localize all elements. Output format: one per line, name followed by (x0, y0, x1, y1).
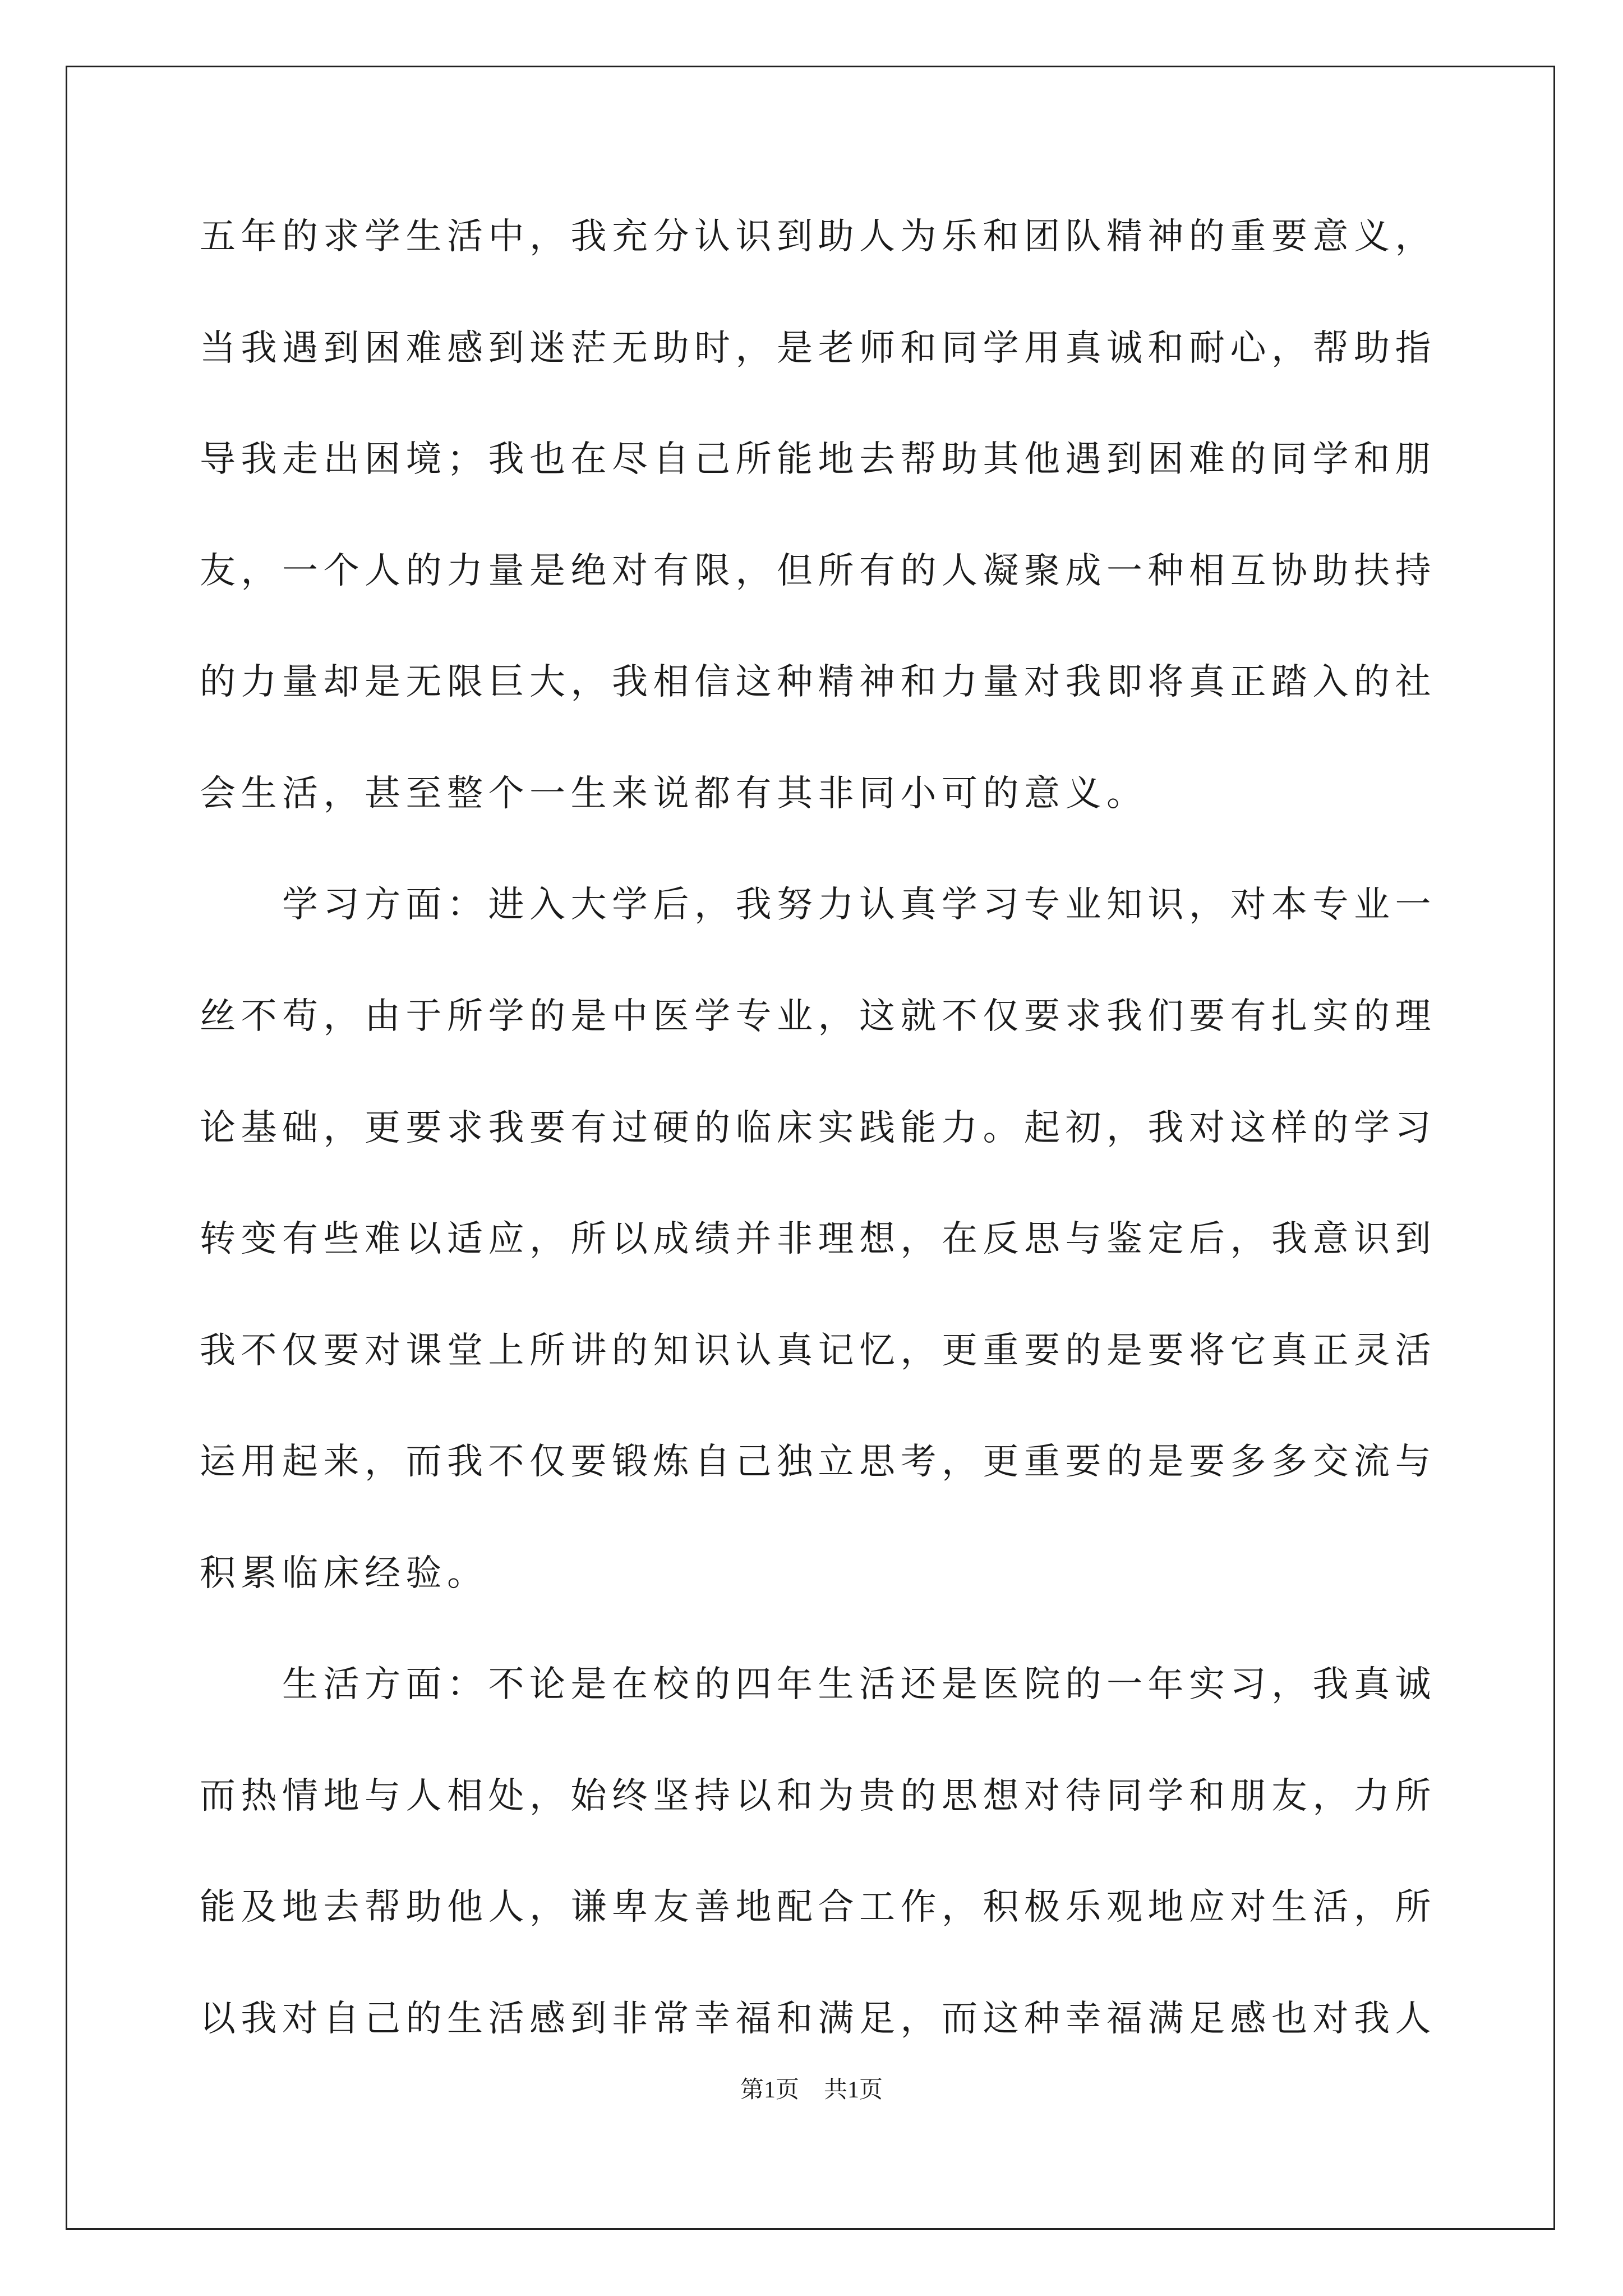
text-line: 丝不苟，由于所学的是中医学专业，这就不仅要求我们要有扎实的理 (200, 996, 1436, 1037)
page-number: 第1页 (740, 2077, 799, 2103)
text-line: 积累临床经验。 (200, 1553, 488, 1594)
text-line: 会生活，甚至整个一生来说都有其非同小可的意义。 (200, 773, 1148, 815)
text-line: 导我走出困境；我也在尽自己所能地去帮助其他遇到困难的同学和朋 (200, 439, 1436, 480)
text-line: 以我对自己的生活感到非常幸福和满足，而这种幸福满足感也对我人 (200, 1998, 1436, 2040)
text-line: 生活方面：不论是在校的四年生活还是医院的一年实习，我真诚 (200, 1664, 1436, 1705)
text-line: 五年的求学生活中，我充分认识到助人为乐和团队精神的重要意义， (200, 216, 1436, 257)
text-line: 而热情地与人相处，始终坚持以和为贵的思想对待同学和朋友，力所 (200, 1775, 1436, 1817)
text-line: 我不仅要对课堂上所讲的知识认真记忆，更重要的是要将它真正灵活 (200, 1330, 1436, 1372)
text-line: 的力量却是无限巨大，我相信这种精神和力量对我即将真正踏入的社 (200, 661, 1436, 703)
text-line: 友，一个人的力量是绝对有限，但所有的人凝聚成一种相互协助扶持 (200, 550, 1436, 592)
page-total: 共1页 (824, 2077, 883, 2103)
text-line: 当我遇到困难感到迷茫无助时，是老师和同学用真诚和耐心，帮助指 (200, 328, 1436, 369)
text-line: 学习方面：进入大学后，我努力认真学习专业知识，对本专业一 (200, 884, 1436, 926)
text-line: 转变有些难以适应，所以成绩并非理想，在反思与鉴定后，我意识到 (200, 1218, 1436, 1260)
page-footer (0, 2074, 1623, 2106)
text-line: 运用起来，而我不仅要锻炼自己独立思考，更重要的是要多多交流与 (200, 1441, 1436, 1483)
text-line: 论基础，更要求我要有过硬的临床实践能力。起初，我对这样的学习 (200, 1107, 1436, 1149)
text-line: 能及地去帮助他人，谦卑友善地配合工作，积极乐观地应对生活，所 (200, 1887, 1436, 1928)
